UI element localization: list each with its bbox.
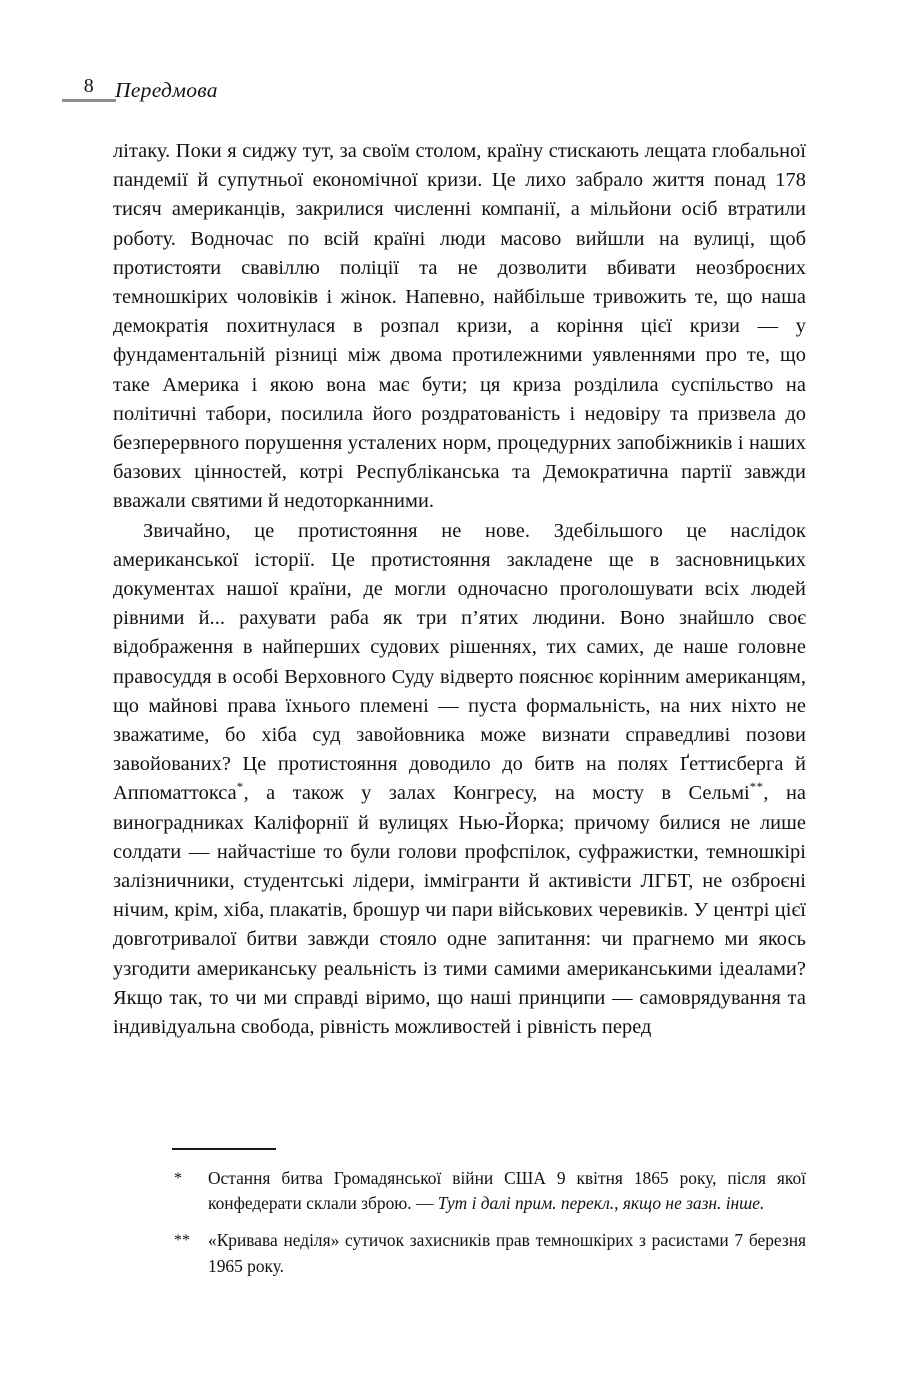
footnote-separator-rule: [172, 1148, 276, 1150]
body-text-run: , на виноградниках Каліфорнії й вулицях Нью-Йорка; причому билися не лише солдати — найчастіше то були голови профспілок, суфражистки, темношкірі залізничники, студентські лідери, іммігранти й активісти ЛГБТ, не озброєні нічим, крім, хіба, плакатів, брошур чи пари військових черевиків. У центрі цієї довготривалої битви завжди стояло одне запитання: чи прагнемо ми якось узгодити американську реальність із тими самими американськими ідеалами? Якщо так, то чи ми справді віримо, що наші принципи — самоврядування та індивідуальна свобода, рівність можливостей і рівність перед: [113, 782, 807, 1039]
footnote-text-run: Остання битва Громадянської війни США 9 квітня 1865 року, після якої конфедерати склали зброю. —: [208, 1167, 806, 1213]
footnote-marker: *: [174, 1169, 182, 1187]
footnote-reference[interactable]: *: [236, 780, 244, 795]
body-text-run: Звичайно, це протистояння не нове. Здебільшого це наслідок американської історії. Це протистояння закладене ще в засновницьких документах нашої країни, де могли одночасно проголошувати всіх людей рівними й... рахувати раба як три п’ятих людини. Воно знайшло своє відображення в найперших судових рішеннях, тих самих, де наше головне правосуддя в особі Верховного Суду відверто пояснює корінним американцям, що майнові права їхнього племені — пуста формальність, на них ніхто не зважатиме, бо хіба суд завойовника може визнати справедливі позови завойованих? Це протистояння доводило до битв на полях Ґеттисберга й Аппоматтокса: [113, 519, 806, 805]
footnote-item: [172, 1228, 806, 1279]
page-number: 8: [83, 75, 95, 97]
body-text-run: , а також у залах Конгресу, на мосту в Сельмі: [243, 782, 750, 805]
footnote-text-run: «Кривава неділя» сутичок захисників прав темношкірих з расистами 7 березня 1965 року.: [208, 1230, 806, 1276]
footnote-marker: **: [174, 1232, 190, 1250]
chapter-title: Передмова: [115, 78, 218, 102]
page-number-block: [62, 74, 116, 102]
footnote-reference[interactable]: **: [749, 780, 764, 795]
footnote-text: [208, 1166, 806, 1217]
body-text-run: літаку. Поки я сиджу тут, за своїм столом, країну стискають лещата глобальної пандемії й супутньої економічної кризи. Це лихо забрало життя понад 178 тисяч американців, закрилися численні компанії, а мільйони осіб втратили роботу. Водночас по всій країні люди масово вийшли на вулиці, щоб протистояти свавіллю поліції та не дозволити вбивати неозброєних темношкірих чоловіків і жінок. Напевно, найбільше тривожить те, що наша демократія похитнулася в розпал кризи, а коріння цієї кризи — у фундаментальній різниці між двома протилежними уявленнями про те, що таке Америка і якою вона має бути; ця криза розділила суспільство на політичні табори, посилила його роздратованість і недовіру та призвела до безперервного порушення усталених норм, процедурних запобіжників і наших базових цінностей, котрі Республіканська та Демократична партії завжди вважали святими й недоторканними.: [113, 140, 806, 513]
body-paragraph: [113, 517, 806, 1043]
footnote-block: [172, 1148, 806, 1291]
body-paragraph: [113, 137, 806, 517]
footnote-italic-run: Тут і далі прим. перекл., якщо не зазн. інше.: [437, 1193, 765, 1213]
footnote-text: [208, 1228, 806, 1279]
page-number-rule: [62, 99, 116, 102]
running-header: [62, 74, 822, 114]
footnote-list: [172, 1166, 806, 1280]
footnote-item: [172, 1166, 806, 1217]
body-text-column: [113, 137, 806, 1042]
